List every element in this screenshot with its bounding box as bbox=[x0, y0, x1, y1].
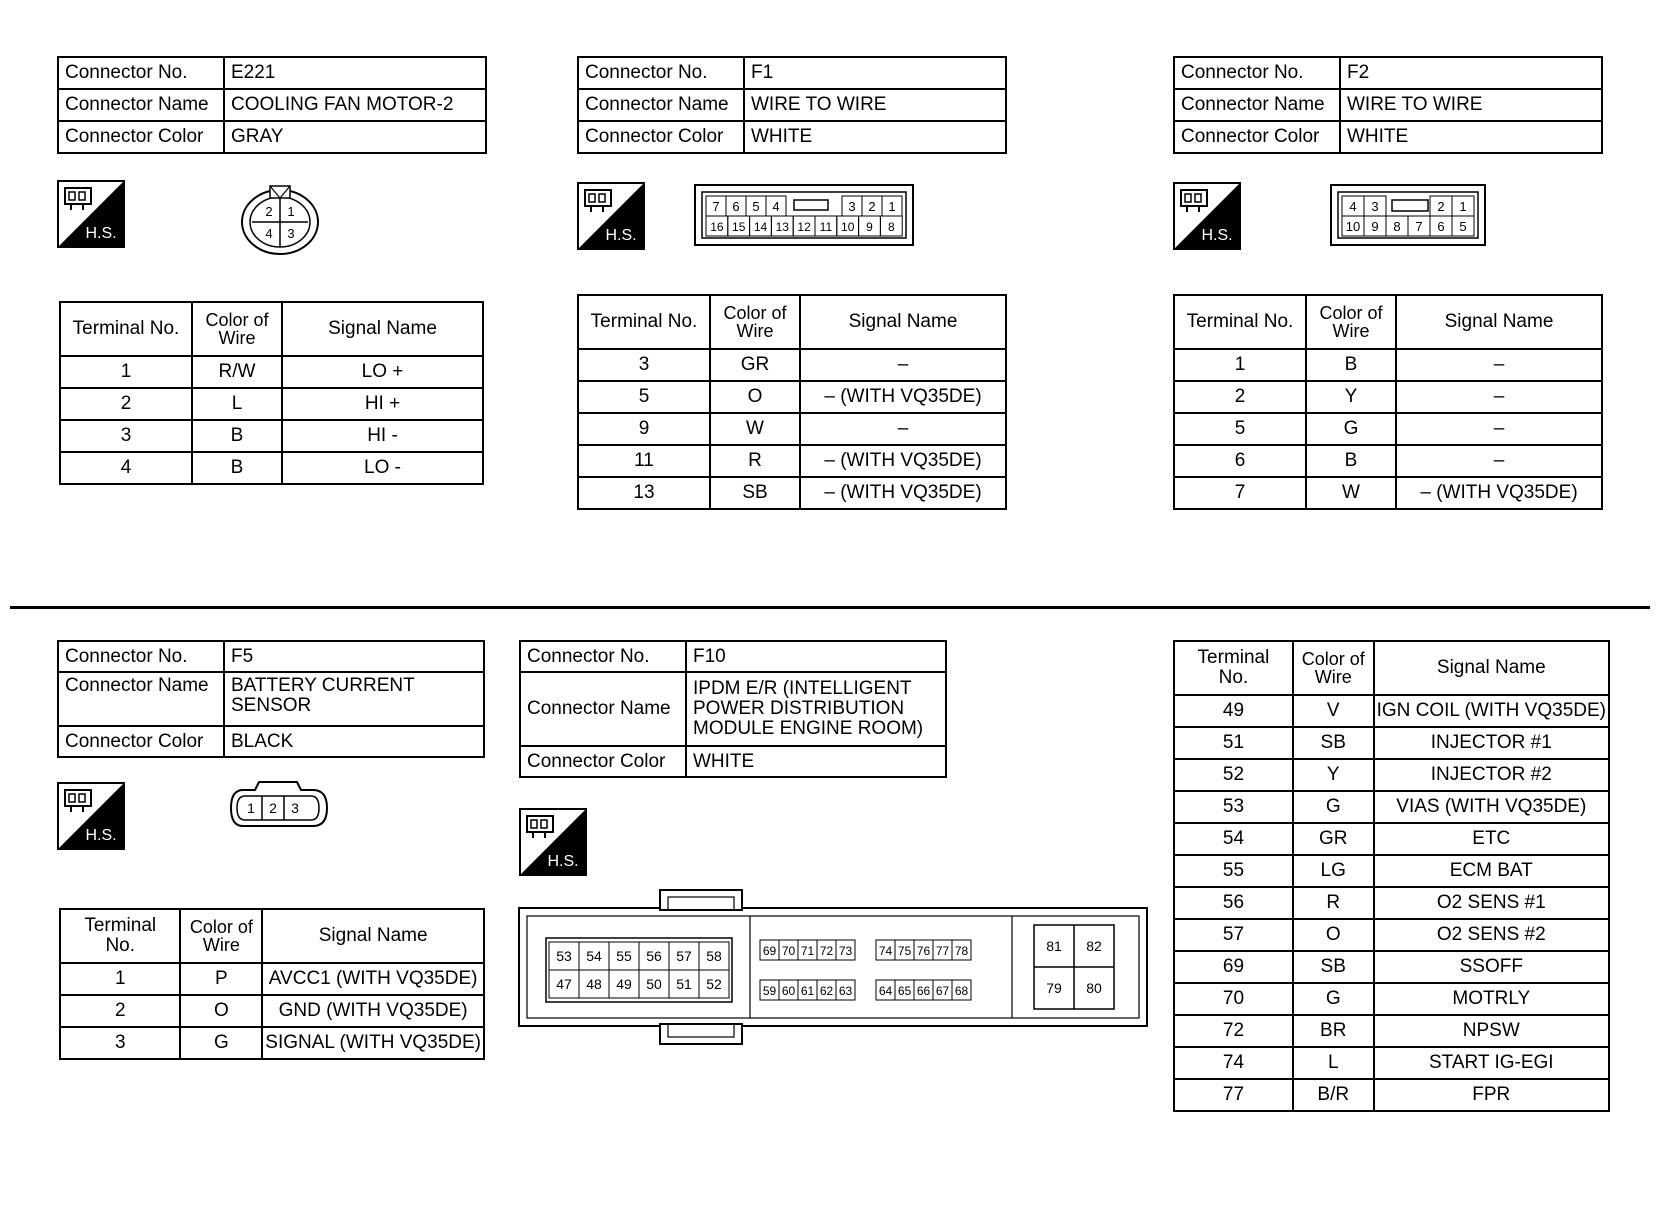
harness-side-icon bbox=[57, 782, 125, 850]
color-of-wire-header: Color of Wire bbox=[1306, 295, 1396, 349]
connector-color-label: Connector Color bbox=[58, 121, 224, 153]
pin-2: 2 bbox=[269, 800, 277, 816]
connector-name-label: Connector Name bbox=[58, 672, 224, 726]
harness-side-icon bbox=[519, 808, 587, 876]
pin-label: 16 bbox=[710, 220, 724, 234]
pin-label: 58 bbox=[706, 948, 722, 964]
pin-label: 1 bbox=[888, 199, 896, 214]
f2-connector-info bbox=[1173, 56, 1603, 154]
f5-connector-info bbox=[57, 640, 485, 758]
connector-color-value: WHITE bbox=[686, 746, 946, 777]
color-of-wire-header: Color of Wire bbox=[180, 909, 262, 963]
pin-label: 50 bbox=[646, 976, 662, 992]
harness-side-icon bbox=[577, 182, 645, 250]
pin-label: 2 bbox=[1437, 199, 1445, 214]
connector-color-label: Connector Color bbox=[578, 121, 744, 153]
table-row: 53 G VIAS (WITH VQ35DE) bbox=[1174, 791, 1609, 823]
f2-terminal-table bbox=[1173, 294, 1603, 510]
connector-no-label: Connector No. bbox=[520, 641, 686, 672]
table-row: 74 L START IG-EGI bbox=[1174, 1047, 1609, 1079]
pin-label: 51 bbox=[676, 976, 692, 992]
pin-label: 76 bbox=[916, 944, 931, 958]
connector-no-label: Connector No. bbox=[1174, 57, 1340, 89]
pin-label: 54 bbox=[586, 948, 602, 964]
connector-no-label: Connector No. bbox=[578, 57, 744, 89]
pin-label: 8 bbox=[1393, 219, 1401, 234]
table-row: 1 P AVCC1 (WITH VQ35DE) bbox=[60, 963, 484, 995]
pin-label: 62 bbox=[819, 984, 834, 998]
hs-label: H.S. bbox=[605, 227, 637, 244]
pin-label: 56 bbox=[646, 948, 662, 964]
table-row: 72 BR NPSW bbox=[1174, 1015, 1609, 1047]
table-row: 5 G – bbox=[1174, 413, 1602, 445]
connector-no-value: F10 bbox=[686, 641, 946, 672]
harness-side-icon bbox=[1173, 182, 1241, 250]
signal-name-header: Signal Name bbox=[262, 909, 484, 963]
pin-3: 3 bbox=[287, 226, 295, 241]
table-row: 70 G MOTRLY bbox=[1174, 983, 1609, 1015]
pin-1: 1 bbox=[247, 800, 255, 816]
key-slot bbox=[794, 200, 828, 210]
table-row: 4 B LO - bbox=[60, 452, 483, 484]
table-row: 52 Y INJECTOR #2 bbox=[1174, 759, 1609, 791]
color-of-wire-header: Color of Wire bbox=[710, 295, 800, 349]
table-row: 69 SB SSOFF bbox=[1174, 951, 1609, 983]
pin-3: 3 bbox=[291, 800, 299, 816]
connector-color-value: WHITE bbox=[1340, 121, 1602, 153]
connector-no-value: F2 bbox=[1340, 57, 1602, 89]
pin-label: 4 bbox=[1349, 199, 1357, 214]
pin-label: 68 bbox=[954, 984, 969, 998]
table-row: 11 R – (WITH VQ35DE) bbox=[578, 445, 1006, 477]
table-row: 1 R/W LO + bbox=[60, 356, 483, 388]
pin-label: 73 bbox=[838, 944, 853, 958]
connector-color-label: Connector Color bbox=[58, 726, 224, 757]
color-of-wire-header: Color of Wire bbox=[192, 302, 282, 356]
table-row: 5 O – (WITH VQ35DE) bbox=[578, 381, 1006, 413]
pin-label: 15 bbox=[732, 220, 746, 234]
connector-name-label: Connector Name bbox=[1174, 89, 1340, 121]
table-row: 77 B/R FPR bbox=[1174, 1079, 1609, 1111]
pin-label: 7 bbox=[1415, 219, 1423, 234]
signal-name-header: Signal Name bbox=[800, 295, 1006, 349]
pin-label: 4 bbox=[772, 199, 780, 214]
connector-name-label: Connector Name bbox=[578, 89, 744, 121]
f1-connector-face bbox=[694, 184, 914, 248]
pin-label: 7 bbox=[712, 199, 720, 214]
pin-label: 63 bbox=[838, 984, 853, 998]
pin-label: 70 bbox=[781, 944, 796, 958]
pin-label: 48 bbox=[586, 976, 602, 992]
pin-label: 66 bbox=[916, 984, 931, 998]
pin-4: 4 bbox=[265, 226, 273, 241]
pin-label: 80 bbox=[1086, 980, 1102, 996]
table-row: 3 GR – bbox=[578, 349, 1006, 381]
terminal-no-header: Terminal No. bbox=[60, 302, 192, 356]
connector-name-value: WIRE TO WIRE bbox=[744, 89, 1006, 121]
table-row: 55 LG ECM BAT bbox=[1174, 855, 1609, 887]
pin-label: 2 bbox=[868, 199, 876, 214]
harness-side-icon bbox=[57, 180, 125, 248]
color-of-wire-header: Color of Wire bbox=[1293, 641, 1374, 695]
f2-connector-face bbox=[1330, 184, 1486, 248]
pin-label: 77 bbox=[935, 944, 950, 958]
hs-label: H.S. bbox=[547, 853, 579, 870]
hs-label: H.S. bbox=[85, 827, 117, 844]
pin-label: 8 bbox=[887, 220, 895, 234]
table-row: 57 O O2 SENS #2 bbox=[1174, 919, 1609, 951]
table-row: 3 B HI - bbox=[60, 420, 483, 452]
connector-name-label: Connector Name bbox=[520, 672, 686, 746]
pin-label: 81 bbox=[1046, 938, 1062, 954]
pin-label: 6 bbox=[732, 199, 740, 214]
pin-label: 67 bbox=[935, 984, 950, 998]
pin-label: 64 bbox=[878, 984, 893, 998]
pin-label: 47 bbox=[556, 976, 572, 992]
pin-label: 11 bbox=[819, 220, 833, 234]
terminal-no-header: Terminal No. bbox=[1174, 641, 1293, 695]
pin-label: 59 bbox=[762, 984, 777, 998]
pin-label: 1 bbox=[1459, 199, 1467, 214]
pin-1: 1 bbox=[287, 204, 295, 219]
signal-name-header: Signal Name bbox=[282, 302, 483, 356]
pin-label: 5 bbox=[752, 199, 760, 214]
connector-color-value: BLACK bbox=[224, 726, 484, 757]
f1-connector-info bbox=[577, 56, 1007, 154]
pin-label: 49 bbox=[616, 976, 632, 992]
table-row: 2 Y – bbox=[1174, 381, 1602, 413]
pin-label: 60 bbox=[781, 984, 796, 998]
connector-no-value: E221 bbox=[224, 57, 486, 89]
pin-label: 74 bbox=[878, 944, 893, 958]
connector-no-label: Connector No. bbox=[58, 57, 224, 89]
terminal-no-header: Terminal No. bbox=[578, 295, 710, 349]
connector-color-value: WHITE bbox=[744, 121, 1006, 153]
f1-terminal-table bbox=[577, 294, 1007, 510]
table-row: 2 O GND (WITH VQ35DE) bbox=[60, 995, 484, 1027]
pin-label: 82 bbox=[1086, 938, 1102, 954]
pin-label: 3 bbox=[1371, 199, 1379, 214]
connector-no-value: F1 bbox=[744, 57, 1006, 89]
f5-connector-face bbox=[229, 780, 329, 836]
connector-name-label: Connector Name bbox=[58, 89, 224, 121]
pin-label: 52 bbox=[706, 976, 722, 992]
e221-terminal-table bbox=[59, 301, 484, 485]
f10-connector-face bbox=[518, 888, 1150, 1046]
pin-label: 9 bbox=[866, 220, 873, 234]
table-row: 3 G SIGNAL (WITH VQ35DE) bbox=[60, 1027, 484, 1059]
connector-name-value: BATTERY CURRENT SENSOR bbox=[224, 672, 484, 726]
signal-name-header: Signal Name bbox=[1374, 641, 1609, 695]
e221-connector-info bbox=[57, 56, 487, 154]
connector-color-label: Connector Color bbox=[520, 746, 686, 777]
key-slot bbox=[1392, 200, 1428, 211]
terminal-no-header: Terminal No. bbox=[60, 909, 180, 963]
connector-color-value: GRAY bbox=[224, 121, 486, 153]
pin-label: 75 bbox=[897, 944, 912, 958]
pin-label: 72 bbox=[819, 944, 834, 958]
pin-label: 61 bbox=[800, 984, 815, 998]
pin-label: 6 bbox=[1437, 219, 1445, 234]
table-row: 7 W – (WITH VQ35DE) bbox=[1174, 477, 1602, 509]
table-row: 49 V IGN COIL (WITH VQ35DE) bbox=[1174, 695, 1609, 727]
pin-label: 14 bbox=[753, 220, 768, 234]
connector-color-label: Connector Color bbox=[1174, 121, 1340, 153]
pin-label: 69 bbox=[762, 944, 777, 958]
table-row: 51 SB INJECTOR #1 bbox=[1174, 727, 1609, 759]
pin-2: 2 bbox=[265, 204, 273, 219]
connector-no-label: Connector No. bbox=[58, 641, 224, 672]
connector-no-value: F5 bbox=[224, 641, 484, 672]
pin-label: 79 bbox=[1046, 980, 1062, 996]
connector-name-value: WIRE TO WIRE bbox=[1340, 89, 1602, 121]
pin-label: 55 bbox=[616, 948, 632, 964]
table-row: 56 R O2 SENS #1 bbox=[1174, 887, 1609, 919]
hs-label: H.S. bbox=[85, 225, 117, 242]
table-row: 9 W – bbox=[578, 413, 1006, 445]
pin-label: 65 bbox=[897, 984, 912, 998]
connector-name-value: COOLING FAN MOTOR-2 bbox=[224, 89, 486, 121]
table-row: 1 B – bbox=[1174, 349, 1602, 381]
e221-connector-face bbox=[238, 184, 322, 256]
pin-label: 12 bbox=[797, 220, 811, 234]
pin-label: 57 bbox=[676, 948, 692, 964]
pin-label: 53 bbox=[556, 948, 572, 964]
table-row: 13 SB – (WITH VQ35DE) bbox=[578, 477, 1006, 509]
f10-terminal-table bbox=[1173, 640, 1610, 1112]
f10-connector-info bbox=[519, 640, 947, 778]
pin-label: 3 bbox=[848, 199, 856, 214]
pin-label: 10 bbox=[1345, 219, 1361, 234]
section-divider bbox=[10, 606, 1650, 609]
f5-terminal-table bbox=[59, 908, 485, 1060]
pin-label: 9 bbox=[1371, 219, 1379, 234]
table-row: 2 L HI + bbox=[60, 388, 483, 420]
table-row: 54 GR ETC bbox=[1174, 823, 1609, 855]
connector-name-value: IPDM E/R (INTELLIGENT POWER DISTRIBUTION MODULE ENGINE ROOM) bbox=[686, 672, 946, 746]
terminal-no-header: Terminal No. bbox=[1174, 295, 1306, 349]
pin-label: 5 bbox=[1459, 219, 1467, 234]
pin-label: 13 bbox=[775, 220, 789, 234]
signal-name-header: Signal Name bbox=[1396, 295, 1602, 349]
pin-label: 71 bbox=[800, 944, 815, 958]
pin-label: 10 bbox=[841, 220, 855, 234]
hs-label: H.S. bbox=[1201, 227, 1233, 244]
pin-label: 78 bbox=[954, 944, 969, 958]
table-row: 6 B – bbox=[1174, 445, 1602, 477]
